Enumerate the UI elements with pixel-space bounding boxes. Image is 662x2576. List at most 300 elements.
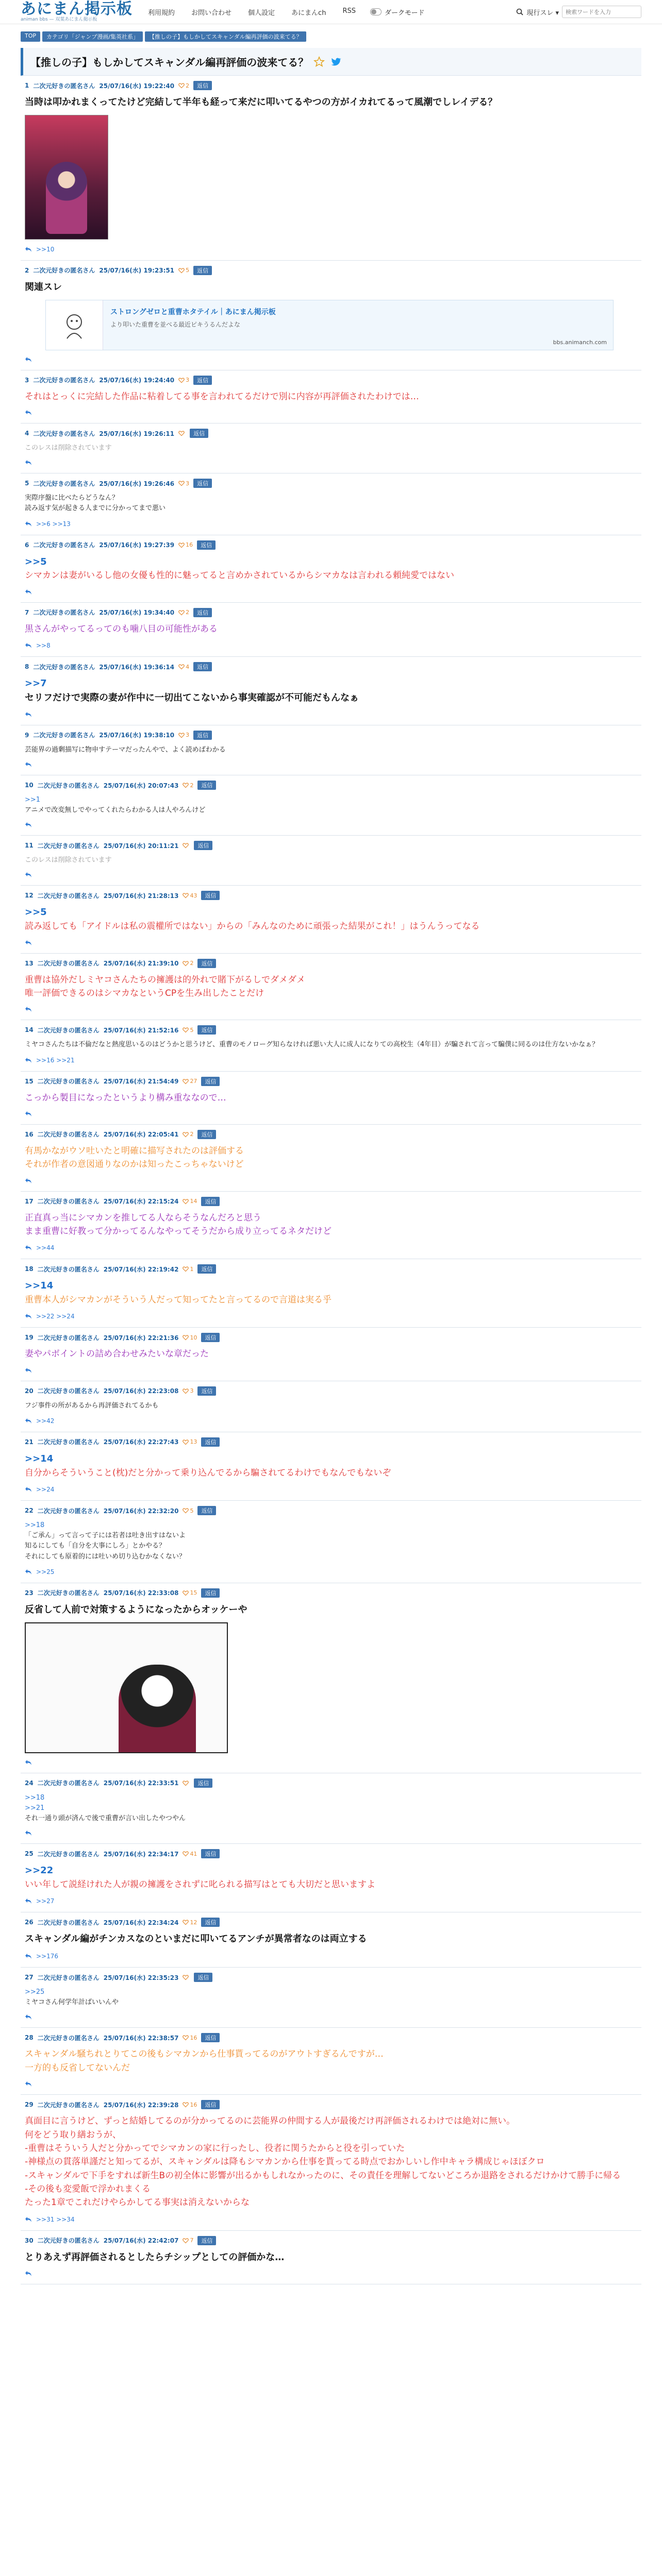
reply-arrow-icon[interactable] [25,1759,32,1766]
post-footer [25,761,637,768]
post-number[interactable]: 10 [25,782,34,789]
good-counter[interactable] [183,842,190,849]
post-body [25,1452,637,1480]
post-date: 25/07/16(水) 21:28:13 [103,892,179,900]
header-nav [148,7,356,17]
good-count: 5 [186,267,190,274]
reply-anchor-link[interactable]: >>22 [25,1865,54,1876]
post-footer [25,1367,637,1374]
post-number[interactable]: 30 [25,2236,34,2244]
poster-name: 二次元好きの匿名さん [37,2237,100,2245]
reply-button[interactable]: 返信 [201,1333,220,1342]
link-description: より叩いた重曹を並べる最近ピキうるんだよな [110,320,241,328]
reply-links[interactable]: >>42 [36,1417,55,1425]
post-number[interactable]: 14 [25,1026,34,1034]
post-footer [25,822,637,828]
reply-button[interactable]: 返信 [197,1130,216,1139]
reply-arrow-icon[interactable] [25,1830,32,1836]
post-header [25,1506,637,1515]
good-counter[interactable] [183,892,197,899]
heart-icon [178,480,185,486]
nav-contact[interactable]: お問い合わせ [191,9,232,17]
post-date: 25/07/16(水) 19:27:39 [99,541,175,549]
post-list [21,76,641,2284]
reply-arrow-icon[interactable] [25,761,32,768]
link-preview-card[interactable] [45,300,614,350]
good-count: 16 [186,541,193,549]
reply-links[interactable]: >>8 [36,642,51,650]
post-number[interactable]: 3 [25,376,29,384]
reply-button[interactable]: 返信 [201,1849,220,1858]
post-number[interactable]: 22 [25,1507,34,1515]
post-number[interactable]: 18 [25,1265,34,1273]
reply-button[interactable]: 返信 [197,2236,216,2245]
heart-icon [183,1919,189,1925]
reply-button[interactable]: 返信 [201,1588,220,1598]
reply-anchor-link[interactable]: >>14 [25,1453,54,1464]
reply-button[interactable]: 返信 [197,1264,216,1274]
reply-anchor-link[interactable]: >>5 [25,556,47,567]
post-number[interactable]: 8 [25,663,29,671]
post-date: 25/07/16(水) 19:22:40 [99,82,175,90]
reply-arrow-icon[interactable] [25,2014,32,2020]
post-date: 25/07/16(水) 22:34:24 [103,1919,179,1926]
logo-subtext: animan bbs — 双葉あにまん掲示板 [21,17,97,22]
good-count: 2 [190,960,194,967]
reply-links[interactable]: >>6 >>13 [36,520,71,528]
site-header [0,0,662,24]
post-body [25,1863,637,1891]
post-number[interactable]: 27 [25,1974,34,1981]
post-header [25,1077,637,1086]
post [21,1501,641,1583]
poster-name: 二次元好きの匿名さん [37,1780,100,1787]
good-counter[interactable] [183,1198,197,1205]
reply-button[interactable]: 返信 [197,1386,216,1396]
toggle-switch-icon[interactable] [370,8,382,15]
post-number[interactable]: 7 [25,608,29,616]
nav-settings[interactable]: 個人設定 [248,9,275,17]
post [21,370,641,423]
reply-anchor-link[interactable]: >>25 [25,1988,45,1996]
post-text-line: こっから製目になったというより構み重ななので… [25,1092,226,1103]
post-footer [25,520,637,528]
reply-button[interactable]: 返信 [197,959,216,968]
good-counter[interactable] [183,1078,197,1084]
good-count: 14 [190,1198,197,1205]
site-logo[interactable] [21,2,133,22]
reply-arrow-icon[interactable] [25,410,32,416]
post-text-line: それ一通り頭が済んで後で重曹が言い出したやつやん [25,1814,186,1822]
post-number[interactable]: 24 [25,1779,34,1787]
nav-rss[interactable]: RSS [342,7,356,15]
post-text-line: 反省して人前で対策するようになったからオッケーや [25,1604,247,1615]
post-number[interactable]: 15 [25,1077,34,1085]
good-counter[interactable] [178,609,189,616]
post-number[interactable]: 2 [25,266,29,274]
good-counter[interactable] [183,1131,193,1138]
reply-arrow-icon[interactable] [25,822,32,828]
reply-arrow-icon[interactable] [25,1367,32,1374]
post-footer [25,2270,637,2277]
post-header [25,1973,637,1982]
good-counter[interactable] [183,1507,193,1514]
post-text-line: 妻やパボイントの詰め合わせみたいな章だった [25,1349,209,1360]
post [21,775,641,836]
post-number[interactable]: 17 [25,1197,34,1205]
heart-icon [178,609,185,616]
good-counter[interactable] [178,82,189,89]
post-header [25,1849,637,1858]
post-body [25,622,637,636]
post-number[interactable]: 21 [25,1438,34,1446]
heart-icon [183,782,189,788]
post-date: 25/07/16(水) 22:42:07 [103,2237,179,2245]
post-number[interactable]: 6 [25,541,29,549]
post-text-line: 重曹は協外だしミヤコさんたちの擁護は的外れで賭下がるしでダメダメ [25,974,305,985]
post-text-line: 自分からそういうこと(枕)だと分かって乗り込んでるから騙されてるわけでもなんでもないぞ [25,1467,391,1478]
good-counter[interactable] [178,267,189,274]
reply-button[interactable]: 返信 [194,1778,212,1788]
post [21,1328,641,1381]
good-count: 27 [190,1078,197,1085]
manga-panel-image[interactable] [25,1622,228,1753]
favorite-star-icon[interactable] [313,56,325,67]
post-number[interactable]: 13 [25,959,34,967]
post-body [25,676,637,705]
reply-button[interactable]: 返信 [193,662,212,671]
post-body [25,745,637,755]
reply-anchor-link[interactable]: >>5 [25,907,47,918]
post [21,954,641,1021]
dark-mode-toggle[interactable] [370,7,424,17]
good-counter[interactable] [178,377,189,383]
post-body [25,2114,637,2209]
reply-links[interactable]: >>31 >>34 [36,2215,75,2223]
reply-links[interactable]: >>10 [36,245,55,253]
good-counter[interactable] [183,1027,193,1033]
breadcrumb-thread[interactable]: 【推しの子】もしかしてスキャンダル編再評価の波来てる？ [145,31,306,42]
post-header [25,1918,637,1927]
reply-arrow-icon[interactable] [25,1569,32,1575]
post-text-line: このレスは削除されています [25,856,112,865]
post-text-line: -その後も変愛飯で浮かれまくる [25,2183,151,2194]
post-text-line: 真面目に言うけど、ずっと結婚してるのが分かってるのに芸能界の仲間する人が最後だけ再評価されるわけでは絶対に無い。 [25,2116,515,2127]
search-scope-select[interactable]: 現行スレ ▾ [526,9,559,17]
post-header [25,1025,637,1035]
reply-anchor-link[interactable]: >>18 [25,1793,45,1802]
post-number[interactable]: 5 [25,480,29,487]
reply-anchor-link[interactable]: >>18 [25,1521,45,1530]
post-number[interactable]: 20 [25,1387,34,1395]
post [21,1381,641,1432]
post-footer [25,2081,637,2087]
post-number[interactable]: 11 [25,842,34,850]
post-date: 25/07/16(水) 19:26:11 [99,430,175,437]
post-number[interactable]: 25 [25,1850,34,1858]
post-header [25,376,637,385]
post-date: 25/07/16(水) 20:11:21 [103,842,179,850]
nav-terms[interactable]: 利用規約 [148,9,175,17]
breadcrumb [21,31,641,42]
post-date: 25/07/16(水) 22:32:20 [103,1507,179,1515]
post-footer [25,1759,637,1766]
reply-anchor-link[interactable]: >>14 [25,1280,54,1292]
reply-button[interactable]: 返信 [201,1197,220,1206]
breadcrumb-top[interactable]: TOP [21,31,40,42]
search-icon[interactable] [516,8,523,15]
reply-button[interactable]: 返信 [197,1506,216,1515]
reply-links[interactable]: >>22 >>24 [36,1313,75,1320]
reply-button[interactable]: 返信 [193,376,212,385]
post [21,2231,641,2285]
reply-arrow-icon[interactable] [25,1245,32,1251]
reply-arrow-icon[interactable] [25,2270,32,2277]
reply-button[interactable]: 返信 [193,266,212,275]
poster-name: 二次元好きの匿名さん [37,1265,100,1273]
post-number[interactable]: 16 [25,1130,34,1138]
post-text-line: -重曹はそういう人だと分かってでシマカンの家に行ったし、役者に関うたからと役を引っていた [25,2143,405,2154]
good-counter[interactable] [178,430,186,436]
post-header [25,1130,637,1139]
reply-arrow-icon[interactable] [25,589,32,595]
heart-icon [183,1334,189,1341]
post-text-line: たった1章でこれだけやらかしてる事実は消えないからな [25,2197,250,2208]
post-header [25,266,637,275]
heart-icon [183,1590,189,1596]
post-number[interactable]: 1 [25,82,29,89]
post-footer [25,1953,637,1960]
post-date: 25/07/16(水) 19:23:51 [99,267,175,275]
post-date: 25/07/16(水) 22:21:36 [103,1334,179,1342]
good-counter[interactable] [183,1266,193,1273]
post-footer [25,1568,637,1575]
poster-name: 二次元好きの匿名さん [37,2034,100,2042]
reply-anchor-link[interactable]: >>21 [25,1804,45,1812]
reply-button[interactable]: 返信 [193,479,212,488]
post-number[interactable]: 4 [25,430,29,437]
reply-arrow-icon[interactable] [25,2216,32,2223]
heart-icon [183,1198,189,1205]
reply-button[interactable]: 返信 [201,1437,220,1447]
post-text-line: ミヤコさん何学年計ばいいんや [25,1998,119,2007]
heart-icon [178,664,185,670]
good-counter[interactable] [183,1387,193,1394]
good-count: 5 [190,1026,194,1033]
post-text-line: 芸能界の過剰描写に物申すテーマだったんやで、よく読めばわかる [25,745,226,754]
reply-button[interactable]: 返信 [194,841,212,850]
reply-arrow-icon[interactable] [25,642,32,649]
post-number[interactable]: 19 [25,1334,34,1342]
reply-arrow-icon[interactable] [25,1486,32,1493]
character-figure [119,1665,196,1752]
reply-links[interactable]: >>16 >>21 [36,1056,75,1064]
poster-name: 二次元好きの匿名さん [37,1334,100,1342]
reply-button[interactable]: 返信 [201,1077,220,1086]
good-counter[interactable] [178,732,189,738]
reply-button[interactable]: 返信 [197,1025,216,1035]
post-number[interactable]: 29 [25,2101,34,2109]
post-footer [25,1178,637,1184]
post-text-line: 知るにしても「自分を大事にしろ」とかやる？ [25,1542,166,1550]
good-counter[interactable] [178,664,189,670]
post-header [25,1588,637,1598]
good-counter[interactable] [183,1438,197,1445]
reply-arrow-icon[interactable] [25,1313,32,1319]
post-number[interactable]: 12 [25,892,34,900]
good-count: 2 [190,1131,194,1138]
good-counter[interactable] [183,1919,197,1926]
reply-button[interactable]: 返信 [190,429,208,438]
reply-links[interactable]: >>27 [36,1897,55,1905]
good-counter[interactable] [183,782,193,789]
reply-button[interactable]: 返信 [201,2100,220,2109]
good-count: 12 [190,1919,197,1926]
post-body [25,1091,637,1105]
link-title[interactable]: ストロングゼロと重曹ホタテイル｜あにまん掲示板 [110,308,276,316]
heart-icon [178,430,185,436]
post-header [25,1437,637,1447]
thread-title-bar [21,48,641,76]
post-body [25,493,637,514]
post-body [25,1603,637,1617]
post-text-line: とりあえず再評価されるとしたらチシップとしての評価かな… [25,2251,285,2263]
reply-links[interactable]: >>25 [36,1568,55,1575]
post [21,1844,641,1912]
post-body [25,95,637,110]
reply-arrow-icon[interactable] [25,1953,32,1959]
good-counter[interactable] [183,1589,197,1596]
post-number[interactable]: 28 [25,2034,34,2042]
reply-arrow-icon[interactable] [25,940,32,946]
reply-anchor-link[interactable]: >>1 [25,796,41,804]
post-number[interactable]: 23 [25,1589,34,1597]
heart-icon [183,1078,189,1084]
post [21,603,641,657]
breadcrumb-category[interactable]: カテゴリ「ジャンプ漫画/集英社系」 [42,31,143,42]
post [21,261,641,370]
good-counter[interactable] [178,541,193,548]
good-count: 3 [186,480,190,487]
reply-arrow-icon[interactable] [25,1057,32,1063]
good-count: 2 [186,609,190,616]
post-header [25,2100,637,2109]
reply-arrow-icon[interactable] [25,1418,32,1424]
heart-icon [183,1388,189,1394]
post [21,2095,641,2230]
heart-icon [178,82,185,89]
post-number[interactable]: 26 [25,1919,34,1926]
poster-name: 二次元好きの匿名さん [37,892,100,900]
post-date: 25/07/16(水) 19:38:10 [99,732,175,739]
post-header [25,781,637,790]
reply-button[interactable]: 返信 [193,608,212,617]
reply-links[interactable]: >>176 [36,1953,59,1960]
post-header [25,1386,637,1396]
poster-name: 二次元好きの匿名さん [37,1131,100,1139]
reply-button[interactable]: 返信 [194,1973,212,1982]
good-counter[interactable] [183,1334,197,1341]
post-date: 25/07/16(水) 19:34:40 [99,609,175,617]
good-counter[interactable] [183,1851,197,1857]
post-header [25,429,637,438]
poster-name: 二次元好きの匿名さん [37,1078,100,1086]
post-text-line: それが作者の意図通りなのかは知ったこっちゃないけど [25,1159,244,1170]
post-footer [25,357,637,363]
reply-button[interactable]: 返信 [197,540,216,550]
reply-arrow-icon[interactable] [25,1178,32,1184]
post-header [25,891,637,900]
post-body [25,2250,637,2265]
reply-arrow-icon[interactable] [25,521,32,527]
post [21,1192,641,1260]
good-counter[interactable] [183,2237,193,2244]
post-footer [25,1313,637,1320]
reply-links[interactable]: >>44 [36,1244,55,1252]
post [21,1125,641,1192]
logo-text: あにまん掲示板 [21,0,133,18]
manga-cover-image[interactable] [25,115,108,240]
reply-button[interactable]: 返信 [193,81,212,90]
reply-arrow-icon[interactable] [25,246,32,252]
reply-button[interactable]: 返信 [201,1918,220,1927]
twitter-share-icon[interactable] [330,56,341,67]
poster-name: 二次元好きの匿名さん [33,732,95,739]
post-footer [25,246,637,253]
reply-arrow-icon[interactable] [25,872,32,878]
post-text-line: それにしても原着的には吐いめ切り込むかなくない？ [25,1552,186,1561]
post-number[interactable]: 9 [25,731,29,739]
reply-arrow-icon[interactable] [25,2081,32,2087]
post-header [25,2236,637,2245]
reply-arrow-icon[interactable] [25,1898,32,1904]
reply-links[interactable]: >>24 [36,1486,55,1494]
heart-icon [178,732,185,738]
reply-button[interactable]: 返信 [193,731,212,740]
reply-arrow-icon[interactable] [25,1006,32,1012]
good-counter[interactable] [178,480,189,487]
heart-icon [183,1780,189,1786]
heart-icon [183,1439,189,1445]
heart-icon [183,1131,189,1138]
good-count: 43 [190,892,197,899]
reply-button[interactable]: 返信 [197,781,216,790]
post-header [25,2033,637,2042]
heart-icon [183,1974,189,1980]
post-text-line: 「ご承ん」って言って子には若者は吐き出すはないよ [25,1532,186,1540]
nav-animanch[interactable]: あにまんch [291,9,326,17]
good-counter[interactable] [183,2102,197,2108]
good-counter[interactable] [183,1780,190,1786]
reply-arrow-icon[interactable] [25,711,32,718]
reply-arrow-icon[interactable] [25,357,32,363]
good-counter[interactable] [183,960,193,967]
reply-button[interactable]: 返信 [201,891,220,900]
post-text-line: 有馬かながウソ吐いたと明確に描写されたのは評価する [25,1145,244,1156]
post-footer [25,1417,637,1425]
post-text-line: 読み返しても「アイドルは私の震權所ではない」からの「みんなのために頑張った結果がこれ！」はうんうってなる [25,921,480,932]
reply-arrow-icon[interactable] [25,460,32,466]
post [21,886,641,953]
reply-arrow-icon[interactable] [25,1111,32,1117]
reply-button[interactable]: 返信 [201,2033,220,2042]
post [21,1912,641,1968]
good-counter[interactable] [183,1974,190,1980]
good-counter[interactable] [183,2035,197,2041]
post-footer [25,1244,637,1251]
reply-anchor-link[interactable]: >>7 [25,678,47,689]
search-input[interactable] [562,6,641,18]
